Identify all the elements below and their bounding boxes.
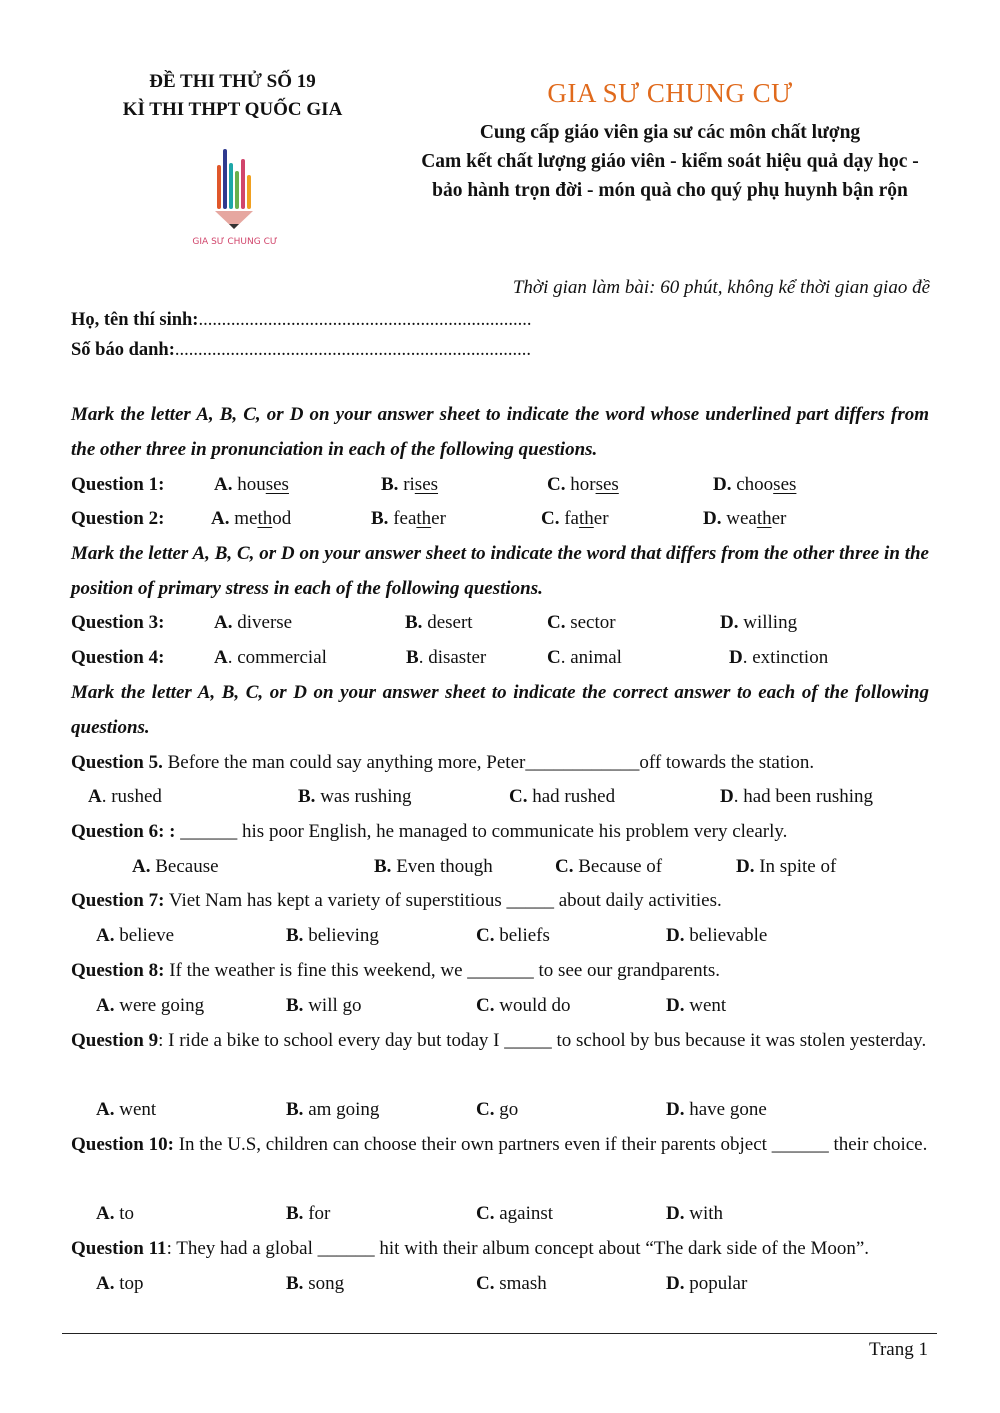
option-text: D. — [720, 612, 739, 633]
question-6-stem: Question 6: : ______ his poor English, he managed to communicate his problem very clearly. — [71, 821, 788, 842]
brand-title: GIA SƯ CHUNG CƯ — [547, 78, 793, 108]
option-a[interactable] — [96, 1266, 144, 1301]
question-4 — [0, 640, 1000, 675]
question-label: Question 6 — [71, 821, 159, 842]
option-d[interactable] — [736, 849, 836, 884]
logo-bar — [241, 159, 245, 209]
option-text: hor — [570, 474, 596, 495]
logo-bar — [235, 171, 239, 209]
option-text: B. — [374, 856, 392, 877]
instruction-stress: Mark the letter A, B, C, or D on your answer sheet to indicate the word that differs from the other three in the position of primary stress in each of the following questions. — [71, 543, 929, 599]
option-text: C. — [476, 925, 495, 946]
question-text: ______ his poor English, he managed to communicate his problem very clearly. — [180, 821, 788, 842]
option-text: go — [499, 1099, 519, 1120]
option-c[interactable] — [541, 501, 609, 536]
option-text: B — [406, 647, 419, 668]
option-text: A. — [96, 925, 115, 946]
option-c[interactable] — [476, 1092, 518, 1127]
option-text: B. — [371, 508, 389, 529]
promo-line-1: Cung cấp giáo viên gia sư các môn chất lượng — [479, 122, 861, 143]
option-a[interactable] — [214, 605, 292, 640]
question-3 — [0, 605, 1000, 640]
question-11-stem — [71, 1231, 929, 1266]
logo-bar — [223, 149, 227, 209]
option-c[interactable] — [476, 988, 570, 1023]
option-text: . had been rushing — [733, 786, 874, 807]
option-text: top — [119, 1273, 144, 1294]
option-text: had rushed — [532, 786, 616, 807]
footer-divider — [62, 1333, 937, 1334]
promo-block — [405, 118, 935, 205]
option-text: ses — [595, 474, 619, 495]
option-text: C. — [509, 786, 528, 807]
question-5-options — [0, 779, 1000, 814]
option-text: desert — [427, 612, 473, 633]
option-text: C. — [547, 612, 566, 633]
option-text: er — [771, 508, 787, 529]
option-text: choo — [736, 474, 774, 495]
exam-number: ĐỀ THI THỬ SỐ 19 — [149, 71, 316, 92]
option-a[interactable] — [214, 467, 289, 502]
question-9-options — [0, 1092, 1000, 1127]
option-text: C — [547, 647, 561, 668]
option-text: C. — [547, 474, 566, 495]
question-2 — [0, 501, 1000, 536]
id-dots: ............................................................................. — [174, 340, 531, 360]
option-text: A — [88, 786, 102, 807]
option-text: D. — [666, 1099, 685, 1120]
logo-bar — [217, 165, 221, 209]
option-text: C. — [476, 1203, 495, 1224]
option-text: song — [308, 1273, 345, 1294]
option-text: popular — [689, 1273, 748, 1294]
option-text: C. — [541, 508, 560, 529]
option-text: A. — [132, 856, 151, 877]
option-text: D — [729, 647, 743, 668]
option-d[interactable] — [720, 779, 873, 814]
question-label: Question 2: — [71, 508, 165, 529]
question-text: Viet Nam has kept a variety of superstitious _____ about daily activities. — [168, 890, 722, 911]
option-text: D. — [703, 508, 722, 529]
option-text: believable — [689, 925, 768, 946]
option-d[interactable] — [720, 605, 797, 640]
option-text: In spite of — [759, 856, 837, 877]
option-text: Because — [155, 856, 219, 877]
option-c[interactable] — [555, 849, 662, 884]
option-text: th — [416, 508, 432, 529]
id-label: Số báo danh: — [71, 340, 175, 360]
option-text: Because of — [578, 856, 663, 877]
option-a[interactable] — [211, 501, 291, 536]
time-note: Thời gian làm bài: 60 phút, không kể thời gian giao đề — [512, 277, 930, 298]
question-text: If the weather is fine this weekend, we _______ to see our grandparents. — [169, 960, 721, 981]
option-c[interactable] — [509, 779, 615, 814]
option-text: fea — [393, 508, 417, 529]
option-text: B. — [286, 1273, 304, 1294]
option-d[interactable] — [666, 1196, 723, 1231]
option-c[interactable] — [476, 1196, 553, 1231]
option-text: for — [308, 1203, 331, 1224]
id-field[interactable] — [71, 340, 531, 361]
option-a[interactable] — [96, 918, 174, 953]
option-text: A. — [214, 474, 233, 495]
option-text: D. — [666, 1203, 685, 1224]
option-text: D. — [713, 474, 732, 495]
question-7-stem — [71, 883, 929, 918]
option-text: went — [689, 995, 727, 1016]
option-text: B. — [286, 1099, 304, 1120]
option-text: will go — [308, 995, 362, 1016]
option-text: went — [119, 1099, 157, 1120]
option-text: th — [257, 508, 273, 529]
question-label: Question 11 — [71, 1238, 167, 1259]
option-text: B. — [381, 474, 399, 495]
option-text: were going — [119, 995, 205, 1016]
option-a[interactable] — [96, 988, 204, 1023]
option-text: D. — [666, 995, 685, 1016]
option-text: beliefs — [499, 925, 550, 946]
option-d[interactable] — [666, 988, 726, 1023]
question-label: Question 5. — [71, 752, 163, 773]
option-text: . rushed — [101, 786, 162, 807]
option-d[interactable] — [666, 1266, 747, 1301]
option-text: have gone — [689, 1099, 767, 1120]
option-text: believing — [308, 925, 379, 946]
question-8-options — [0, 988, 1000, 1023]
option-a[interactable] — [96, 1196, 134, 1231]
option-b[interactable] — [286, 1196, 330, 1231]
name-field[interactable] — [71, 310, 531, 331]
option-text: smash — [499, 1273, 547, 1294]
question-7-options — [0, 918, 1000, 953]
option-text: er — [593, 508, 609, 529]
question-5-stem — [71, 745, 929, 780]
option-b[interactable] — [286, 1092, 379, 1127]
option-text: . animal — [560, 647, 622, 668]
question-10-options — [0, 1196, 1000, 1231]
question-label: Question 10: — [71, 1134, 174, 1155]
logo-bar — [247, 175, 251, 209]
option-b[interactable] — [371, 501, 446, 536]
option-text: was rushing — [320, 786, 412, 807]
option-c[interactable] — [547, 605, 616, 640]
option-b[interactable] — [286, 1266, 344, 1301]
name-label: Họ, tên thí sinh: — [71, 310, 199, 330]
option-text: wea — [726, 508, 757, 529]
option-c[interactable] — [476, 1266, 547, 1301]
option-text: diverse — [237, 612, 293, 633]
logo-bar — [229, 163, 233, 209]
option-text: A. — [96, 1099, 115, 1120]
option-text: sector — [570, 612, 616, 633]
option-text: against — [499, 1203, 554, 1224]
question-11-options — [0, 1266, 1000, 1301]
option-d[interactable] — [703, 501, 786, 536]
option-d[interactable] — [729, 640, 828, 675]
question-6-options — [0, 849, 1000, 884]
option-d[interactable] — [713, 467, 796, 502]
option-text: D. — [736, 856, 755, 877]
option-text: th — [756, 508, 772, 529]
question-text: In the U.S, children can choose their own partners even if their parents object ______ their choice. — [178, 1134, 928, 1155]
option-text: ses — [773, 474, 797, 495]
option-text: hou — [237, 474, 266, 495]
option-text: . disaster — [418, 647, 487, 668]
option-c[interactable] — [547, 467, 619, 502]
option-text: with — [689, 1203, 724, 1224]
question-text: Before the man could say anything more, Peter____________off towards the station. — [167, 752, 815, 773]
option-c[interactable] — [547, 640, 622, 675]
question-label: Question 8: — [71, 960, 165, 981]
option-text: . extinction — [742, 647, 829, 668]
option-text: am going — [308, 1099, 380, 1120]
option-text: B. — [286, 1203, 304, 1224]
option-text: A. — [211, 508, 230, 529]
option-a[interactable] — [96, 1092, 156, 1127]
question-9-stem — [71, 1023, 929, 1058]
option-b[interactable] — [298, 779, 412, 814]
option-text: fa — [564, 508, 579, 529]
logo-caption: GIA SƯ CHUNG CƯ — [192, 237, 278, 247]
exam-name: KÌ THI THPT QUỐC GIA — [122, 99, 343, 120]
question-label: Question 4: — [71, 647, 165, 668]
question-label: Question 9 — [71, 1030, 159, 1051]
option-text: C. — [476, 1099, 495, 1120]
option-text: ses — [265, 474, 289, 495]
option-b[interactable] — [286, 918, 379, 953]
option-c[interactable] — [476, 918, 550, 953]
option-text: od — [272, 508, 292, 529]
option-b[interactable] — [286, 988, 362, 1023]
question-1 — [0, 467, 1000, 502]
option-b[interactable] — [381, 467, 438, 502]
question-text: : They had a global ______ hit with their album concept about “The dark side of the Moon”. — [166, 1238, 870, 1259]
question-label: Question 1: — [71, 474, 165, 495]
option-text: D. — [666, 925, 685, 946]
option-text: B. — [286, 995, 304, 1016]
exam-header — [100, 68, 365, 124]
brand-logo — [185, 145, 285, 255]
option-text: er — [431, 508, 446, 529]
option-text: A. — [96, 1273, 115, 1294]
option-text: A. — [214, 612, 233, 633]
option-b[interactable] — [374, 849, 493, 884]
option-text: A — [214, 647, 228, 668]
option-a[interactable] — [214, 640, 327, 675]
question-label: Question 7: — [71, 890, 165, 911]
option-b[interactable] — [405, 605, 473, 640]
question-text: : I ride a bike to school every day but today I _____ to school by bus because it was stolen yesterday. — [158, 1030, 927, 1051]
option-text: C. — [476, 995, 495, 1016]
option-text: A. — [96, 1203, 115, 1224]
question-label: Question 3: — [71, 612, 165, 633]
option-text: C. — [555, 856, 574, 877]
option-d[interactable] — [666, 1092, 767, 1127]
option-text: . commercial — [227, 647, 327, 668]
option-text: B. — [405, 612, 423, 633]
option-a[interactable] — [132, 849, 219, 884]
option-d[interactable] — [666, 918, 767, 953]
option-text: C. — [476, 1273, 495, 1294]
option-text: willing — [743, 612, 798, 633]
page-number: Trang 1 — [869, 1339, 928, 1360]
option-text: ses — [414, 474, 439, 495]
option-text: to — [119, 1203, 135, 1224]
option-text: believe — [119, 925, 175, 946]
option-b[interactable] — [406, 640, 486, 675]
promo-line-2: Cam kết chất lượng giáo viên - kiểm soát hiệu quả dạy học - bảo hành trọn đời - món quà cho quý phụ huynh bận rộn — [421, 151, 919, 201]
option-text: B. — [286, 925, 304, 946]
question-10-stem — [71, 1127, 929, 1162]
option-text: D — [720, 786, 734, 807]
instruction-correct-answer: Mark the letter A, B, C, or D on your answer sheet to indicate the correct answer to each of the following questions. — [71, 682, 929, 738]
option-text: me — [234, 508, 258, 529]
pencil-point — [229, 224, 239, 229]
option-text: th — [579, 508, 594, 529]
option-text: A. — [96, 995, 115, 1016]
question-8-stem — [71, 953, 929, 988]
instruction-pronunciation: Mark the letter A, B, C, or D on your answer sheet to indicate the word whose underlined part differs from the other three in pronunciation in each of the following questions. — [71, 404, 929, 460]
option-a[interactable] — [88, 779, 162, 814]
option-text: B. — [298, 786, 316, 807]
name-dots: ........................................................................ — [198, 310, 532, 330]
option-text: ri — [403, 474, 415, 495]
option-text: Even though — [396, 856, 493, 877]
option-text: D. — [666, 1273, 685, 1294]
option-text: would do — [499, 995, 571, 1016]
